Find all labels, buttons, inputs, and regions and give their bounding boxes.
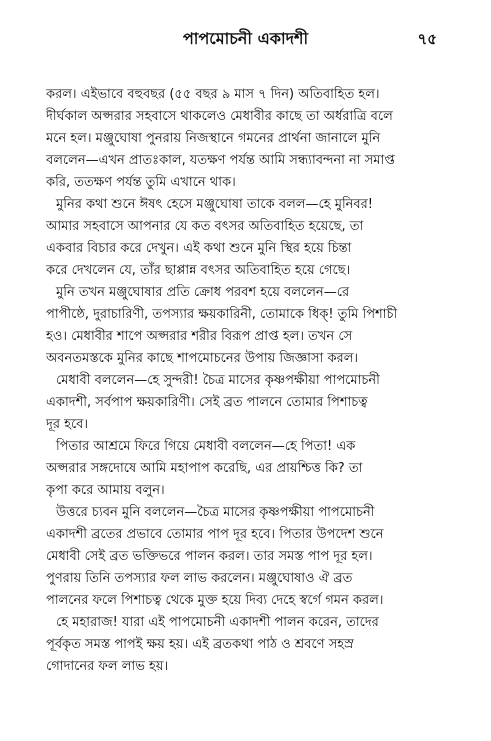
paragraph-6 [46,502,450,612]
page-title: পাপমোচনী একাদশী [182,29,309,48]
text-line: পূর্বকৃত সমস্ত পাপই ক্ষয় হয়। এই ব্রতকথা পাঠ ও শ্রবণে সহস্র [46,637,354,652]
page-number: ৭৫ [417,30,437,48]
paragraph-3 [46,282,450,370]
paragraph-4 [46,370,450,436]
text-line: করল। এইভাবে বহুবছর (৫৫ বছর ৯ মাস ৭ দিন) অতিবাহিত হল। [46,87,380,102]
text-line: মনে হল। মঞ্জুঘোষা পুনরায় নিজস্থানে গমনের প্রার্থনা জানালে মুনি [46,131,381,146]
text-line: একাদশী ব্রতের প্রভাবে তোমার পাপ দূর হবে। পিতার উপদেশ শুনে [46,527,384,542]
text-line: মেধাবী সেই ব্রত ভক্তিভরে পালন করল। তার সমস্ত পাপ দূর হল। [46,549,373,564]
text-line: দূর হবে। [46,417,89,432]
paragraph-2 [46,194,450,282]
text-line: কৃপা করে আমায় বলুন। [46,483,165,498]
paragraph-7 [46,612,450,678]
text-line: পালনের ফলে পিশাচত্ব থেকে মুক্ত হয়ে দিব্য দেহে স্বর্গে গমন করল। [46,593,384,608]
text-line: পাপীষ্ঠে, দুরাচারিণী, তপস্যার ক্ষয়কারিনী, তোমাকে ধিক্! তুমি পিশাচী [46,307,398,322]
text-line: অবনতমস্তকে মুনির কাছে শাপমোচনের উপায় জিজ্ঞাসা করল। [46,351,359,366]
text-line: পিতার আশ্রমে ফিরে গিয়ে মেধাবী বললেন—হে পিতা! এক [56,439,356,454]
text-line: মুনির কথা শুনে ঈষৎ হেসে মঞ্জুঘোষা তাকে বলল—হে মুনিবর! [56,197,374,212]
text-line: গোদানের ফল লাভ হয়। [46,659,169,674]
text-line: পুণরায় তিনি তপস্যার ফল লাভ করলেন। মঞ্জুঘোষাও ঐ ব্রত [46,571,353,586]
text-line: উত্তরে চ্যবন মুনি বললেন—চৈত্র মাসের কৃষ্ণপক্ষীয়া পাপমোচনী [56,505,375,520]
page-body [46,84,450,678]
text-line: দীর্ঘকাল অপ্সরার সহবাসে থাকলেও মেধাবীর কাছে তা অর্ধরাত্রি বলে [46,109,393,124]
text-line: একাদশী, সর্বপাপ ক্ষয়কারিণী। সেই ব্রত পালনে তোমার পিশাচত্ব [46,395,368,410]
text-line: মুনি তখন মঞ্জুঘোষার প্রতি ক্রোধ পরবশ হয়ে বললেন—রে [56,285,350,300]
text-line: বললেন—এখন প্রাতঃকাল, যতক্ষণ পর্যন্ত আমি সন্ধ্যাবন্দনা না সমাপ্ত [46,153,395,168]
text-line: করে দেখলেন যে, তাঁর ছাপ্পান্ন বৎসর অতিবাহিত হয়ে গেছে। [46,263,351,278]
text-line: হে মহারাজ! যারা এই পাপমোচনী একাদশী পালন করেন, তাদের [56,615,379,630]
text-line: হও। মেধাবীর শাপে অপ্সরার শরীর বিরূপ প্রাপ্ত হল। তখন সে [46,329,353,344]
text-line: অপ্সরার সঙ্গদোষে আমি মহাপাপ করেছি, এর প্রায়শ্চিত্ত কি? তা [46,461,363,476]
text-line: মেধাবী বললেন—হে সুন্দরী! চৈত্র মাসের কৃষ্ণপক্ষীয়া পাপমোচনী [56,373,380,388]
text-line: একবার বিচার করে দেখুন। এই কথা শুনে মুনি স্থির হয়ে চিন্তা [46,241,352,256]
text-line: করি, ততক্ষণ পর্যন্ত তুমি এখানে থাক। [46,175,236,190]
paragraph-1 [46,84,450,194]
page-header [0,26,491,54]
text-line: আমার সহবাসে আপনার যে কত বৎসর অতিবাহিত হয়েছে, তা [46,219,364,234]
paragraph-5 [46,436,450,502]
